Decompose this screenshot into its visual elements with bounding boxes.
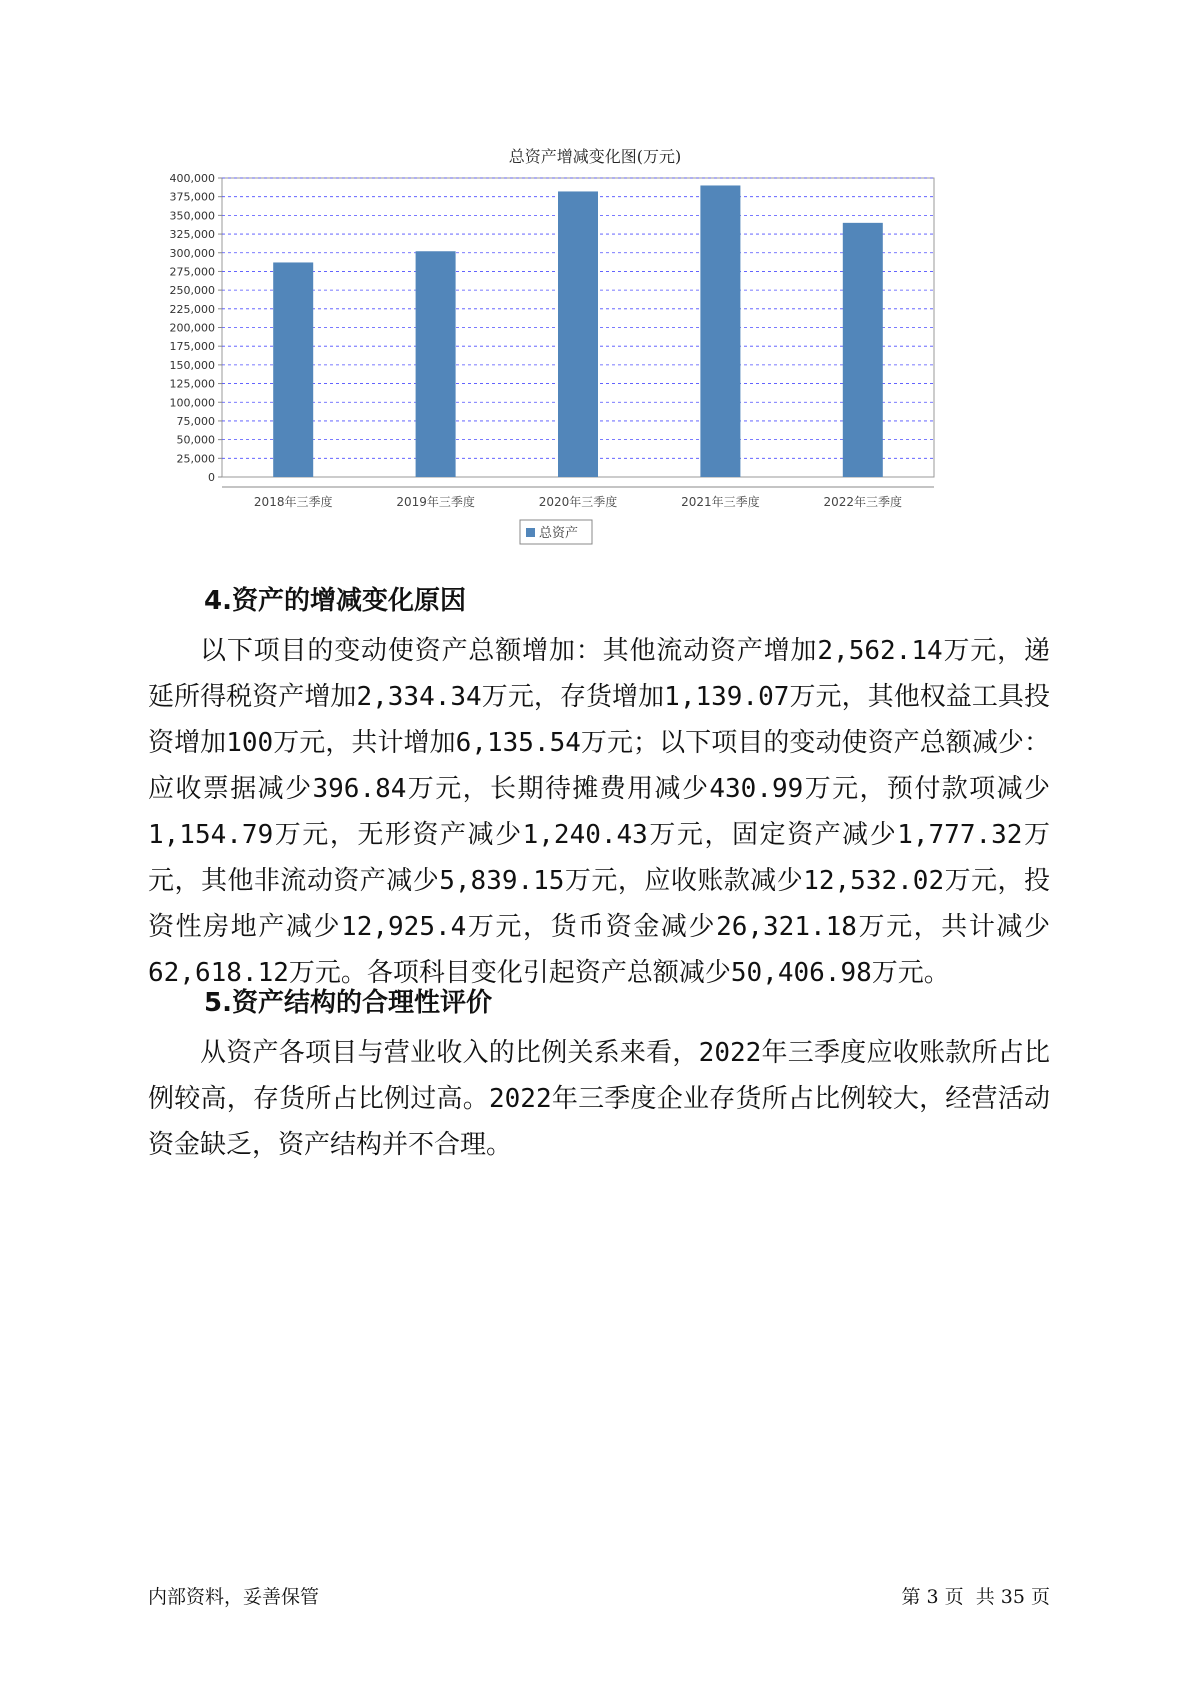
x-tick-label: 2019年三季度 bbox=[396, 495, 475, 509]
bar bbox=[700, 185, 740, 477]
legend-label: 总资产 bbox=[539, 526, 579, 541]
paragraph-text: 以下项目的变动使资产总额增加：其他流动资产增加2,562.14万元，递延所得税资产增加2,334.34万元，存货增加1,139.07万元，其他权益工具投资增加100万元，共计增加6,135.54万元；以下项目的变动使资产总额减少：应收票据减少396.84万元，长期待摊费用减少430.99万元，预付款项减少1,154.79万元，无形资产减少1,240.43万元，固定资产减少1,777.32万元，其他非流动资产减少5,839.15万元，应收账款减少12,532.02万元，投资性房地产减少12,925.4万元，货币资金减少26,321.18万元，共计减少62,618.12万元。各项科目变化引起资产总额减少50,406.98万元。 bbox=[148, 636, 1050, 988]
x-tick-label: 2022年三季度 bbox=[823, 495, 903, 509]
bar bbox=[416, 251, 456, 477]
y-tick-label: 25,000 bbox=[176, 452, 215, 466]
y-tick-label: 275,000 bbox=[169, 265, 215, 279]
y-tick-label: 325,000 bbox=[169, 228, 215, 242]
y-tick-label: 250,000 bbox=[169, 284, 215, 298]
y-tick-label: 125,000 bbox=[169, 377, 215, 391]
y-tick-label: 75,000 bbox=[176, 414, 215, 428]
y-tick-label: 350,000 bbox=[169, 209, 215, 223]
section-title-asset-structure-evaluation: 5.资产结构的合理性评价 bbox=[204, 988, 492, 1018]
y-tick-label: 400,000 bbox=[169, 172, 215, 185]
y-tick-label: 0 bbox=[208, 471, 215, 484]
paragraph-text: 从资产各项目与营业收入的比例关系来看，2022年三季度应收账款所占比例较高，存货所占比例过高。2022年三季度企业存货所占比例较大，经营活动资金缺乏，资产结构并不合理。 bbox=[148, 1038, 1050, 1160]
total-assets-chart bbox=[160, 132, 1030, 602]
bar bbox=[558, 191, 598, 477]
y-tick-label: 300,000 bbox=[169, 246, 215, 260]
y-tick-label: 150,000 bbox=[169, 358, 215, 372]
chart-svg bbox=[160, 172, 1030, 592]
bar bbox=[843, 223, 883, 477]
section-title-asset-change-reasons: 4.资产的增减变化原因 bbox=[204, 586, 466, 616]
chart-title: 总资产增减变化图(万元) bbox=[508, 147, 682, 166]
footer-page-number: 第 3 页 共 35 页 bbox=[901, 1586, 1050, 1608]
y-tick-label: 200,000 bbox=[169, 321, 215, 335]
x-tick-label: 2020年三季度 bbox=[538, 495, 618, 509]
asset-structure-paragraph bbox=[148, 1030, 1050, 1168]
y-tick-label: 375,000 bbox=[169, 190, 215, 204]
y-tick-label: 225,000 bbox=[169, 302, 215, 316]
x-tick-label: 2021年三季度 bbox=[681, 495, 760, 509]
y-tick-label: 175,000 bbox=[169, 340, 215, 354]
bar bbox=[273, 262, 313, 477]
legend-swatch bbox=[526, 528, 535, 537]
x-tick-label: 2018年三季度 bbox=[253, 495, 333, 509]
y-tick-label: 50,000 bbox=[176, 433, 215, 447]
footer-confidential-note: 内部资料，妥善保管 bbox=[148, 1586, 320, 1608]
asset-change-reasons-paragraph bbox=[148, 628, 1050, 996]
y-tick-label: 100,000 bbox=[169, 396, 215, 410]
